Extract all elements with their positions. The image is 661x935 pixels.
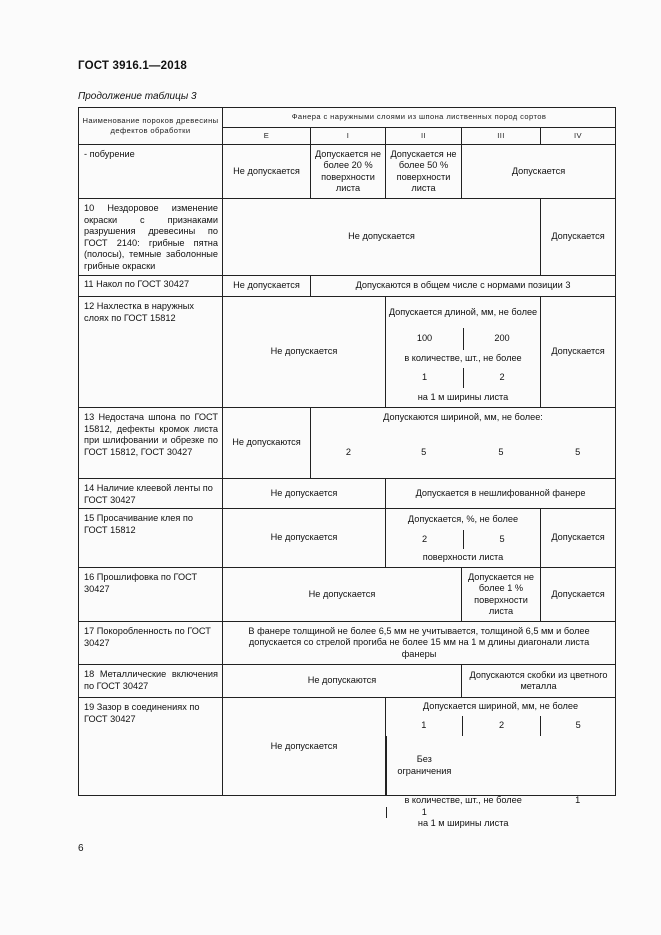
column-header-grade-i: I bbox=[311, 128, 386, 145]
table-caption: Продолжение таблицы 3 bbox=[78, 91, 197, 102]
row-name: 18 Металлические включения по ГОСТ 30427 bbox=[79, 665, 223, 698]
cell-value: Не допускается bbox=[223, 199, 541, 276]
width-grade-iv: 5 bbox=[575, 446, 581, 457]
defects-table bbox=[78, 107, 616, 828]
width-grade-iii: 5 bbox=[498, 446, 504, 457]
cell-value: В фанере толщиной не более 6,5 мм не учитывается, толщиной 6,5 мм и более допускается со стрелой прогиба не более 15 мм на 1 м длины диагонали листа фанеры bbox=[223, 622, 616, 665]
cell-value: Допускается не более 20 % поверхности листа bbox=[311, 145, 386, 199]
gap-quantity-header: в количестве, шт., не более bbox=[404, 795, 522, 805]
gap-quantity-grade-iii: 1 bbox=[386, 807, 462, 819]
row-name: 12 Нахлестка в наружных слоях по ГОСТ 15812 bbox=[79, 297, 223, 408]
column-header-grade-iv: IV bbox=[541, 128, 616, 145]
row-name: 10 Нездоровое изменение окраски с признаками разрушения древесины по ГОСТ 2140: грибные пятна (полосы), темные заболонные грибные окраски bbox=[79, 199, 223, 276]
cell-value: Допускается bbox=[541, 199, 616, 276]
table-row bbox=[79, 698, 616, 796]
width-header: Допускаются шириной, мм, не более: bbox=[383, 411, 543, 422]
length-header: Допускается длиной, мм, не более bbox=[388, 306, 538, 317]
row-name: 19 Зазор в соединениях по ГОСТ 30427 bbox=[79, 698, 223, 796]
table-row bbox=[79, 622, 616, 665]
percent-header: Допускается, %, не более bbox=[407, 513, 519, 524]
cell-value: Не допускаются bbox=[223, 665, 462, 698]
gap-per-width-note: на 1 м ширины листа bbox=[417, 818, 509, 828]
gap-unlimited-note: Без ограничения bbox=[386, 736, 462, 795]
width-grade-ii: 5 bbox=[421, 446, 427, 457]
cell-value: Допускается bbox=[541, 509, 616, 568]
surface-note: поверхности листа bbox=[422, 552, 504, 563]
gap-width-grade-iv: 5 bbox=[540, 716, 615, 736]
column-header-grade-e: E bbox=[223, 128, 311, 145]
cell-value: Не допускается bbox=[223, 698, 386, 796]
cell-value: Не допускается bbox=[223, 509, 386, 568]
quantity-header: в количестве, шт., не более bbox=[404, 353, 522, 364]
gap-width-grade-iii: 2 bbox=[462, 716, 541, 736]
cell-value: Допускаются скобки из цветного металла bbox=[462, 665, 616, 698]
column-header-grade-ii: II bbox=[386, 128, 462, 145]
table-row bbox=[79, 408, 616, 479]
cell-value: Допускается не более 1 % поверхности листа bbox=[462, 568, 541, 622]
row-name: 15 Просачивание клея по ГОСТ 15812 bbox=[79, 509, 223, 568]
table-row bbox=[79, 509, 616, 568]
length-grade-ii: 100 bbox=[416, 333, 433, 344]
cell-value: Допускается bbox=[541, 568, 616, 622]
cell-value: Не допускаются bbox=[223, 408, 311, 479]
cell-value: Не допускается bbox=[223, 276, 311, 297]
table-row bbox=[79, 297, 616, 408]
document-header: ГОСТ 3916.1—2018 bbox=[78, 60, 188, 72]
column-header-defect-name: Наименование пороков древесины дефектов обработки bbox=[79, 108, 223, 145]
cell-value: Допускаются в общем числе с нормами позиции 3 bbox=[311, 276, 616, 297]
table-row bbox=[79, 276, 616, 297]
column-header-grade-iii: III bbox=[462, 128, 541, 145]
percent-grade-ii: 2 bbox=[421, 533, 428, 544]
gap-width-header: Допускается шириной, мм, не более bbox=[422, 701, 579, 712]
row-name: 13 Недостача шпона по ГОСТ 15812, дефекты кромок листа при шлифовании и обрезке по ГОСТ 15812, ГОСТ 30427 bbox=[79, 408, 223, 479]
table-row bbox=[79, 568, 616, 622]
cell-value: Допускается в нешлифованной фанере bbox=[386, 479, 616, 509]
cell-value: Не допускается bbox=[223, 568, 462, 622]
gap-width-grade-ii: 1 bbox=[421, 720, 427, 731]
row-name: - побурение bbox=[79, 145, 223, 199]
cell-value: Не допускается bbox=[223, 297, 386, 408]
table-row bbox=[79, 665, 616, 698]
per-width-note: на 1 м ширины листа bbox=[417, 391, 509, 402]
percent-grade-iii: 5 bbox=[463, 530, 540, 549]
cell-value: Допускается bbox=[541, 297, 616, 408]
quantity-grade-iii: 2 bbox=[463, 368, 540, 388]
cell-value: Допускается не более 50 % поверхности листа bbox=[386, 145, 462, 199]
cell-value: Не допускается bbox=[223, 479, 386, 509]
cell-value: Не допускается bbox=[223, 145, 311, 199]
table-row bbox=[79, 479, 616, 509]
table-row bbox=[79, 145, 616, 199]
table-row bbox=[79, 199, 616, 276]
length-grade-iii: 200 bbox=[463, 328, 540, 350]
column-header-grades-group: Фанера с наружными слоями из шпона лиственных пород сортов bbox=[223, 108, 616, 128]
row-name: 16 Прошлифовка по ГОСТ 30427 bbox=[79, 568, 223, 622]
page-number: 6 bbox=[78, 843, 84, 854]
quantity-grade-ii: 1 bbox=[421, 372, 428, 383]
cell-value: Допускается bbox=[462, 145, 616, 199]
row-name: 14 Наличие клеевой ленты по ГОСТ 30427 bbox=[79, 479, 223, 509]
row-name: 11 Накол по ГОСТ 30427 bbox=[79, 276, 223, 297]
row-name: 17 Покоробленность по ГОСТ 30427 bbox=[79, 622, 223, 665]
gap-quantity-grade-ii: 1 bbox=[575, 795, 581, 805]
width-grade-i: 2 bbox=[345, 446, 351, 457]
